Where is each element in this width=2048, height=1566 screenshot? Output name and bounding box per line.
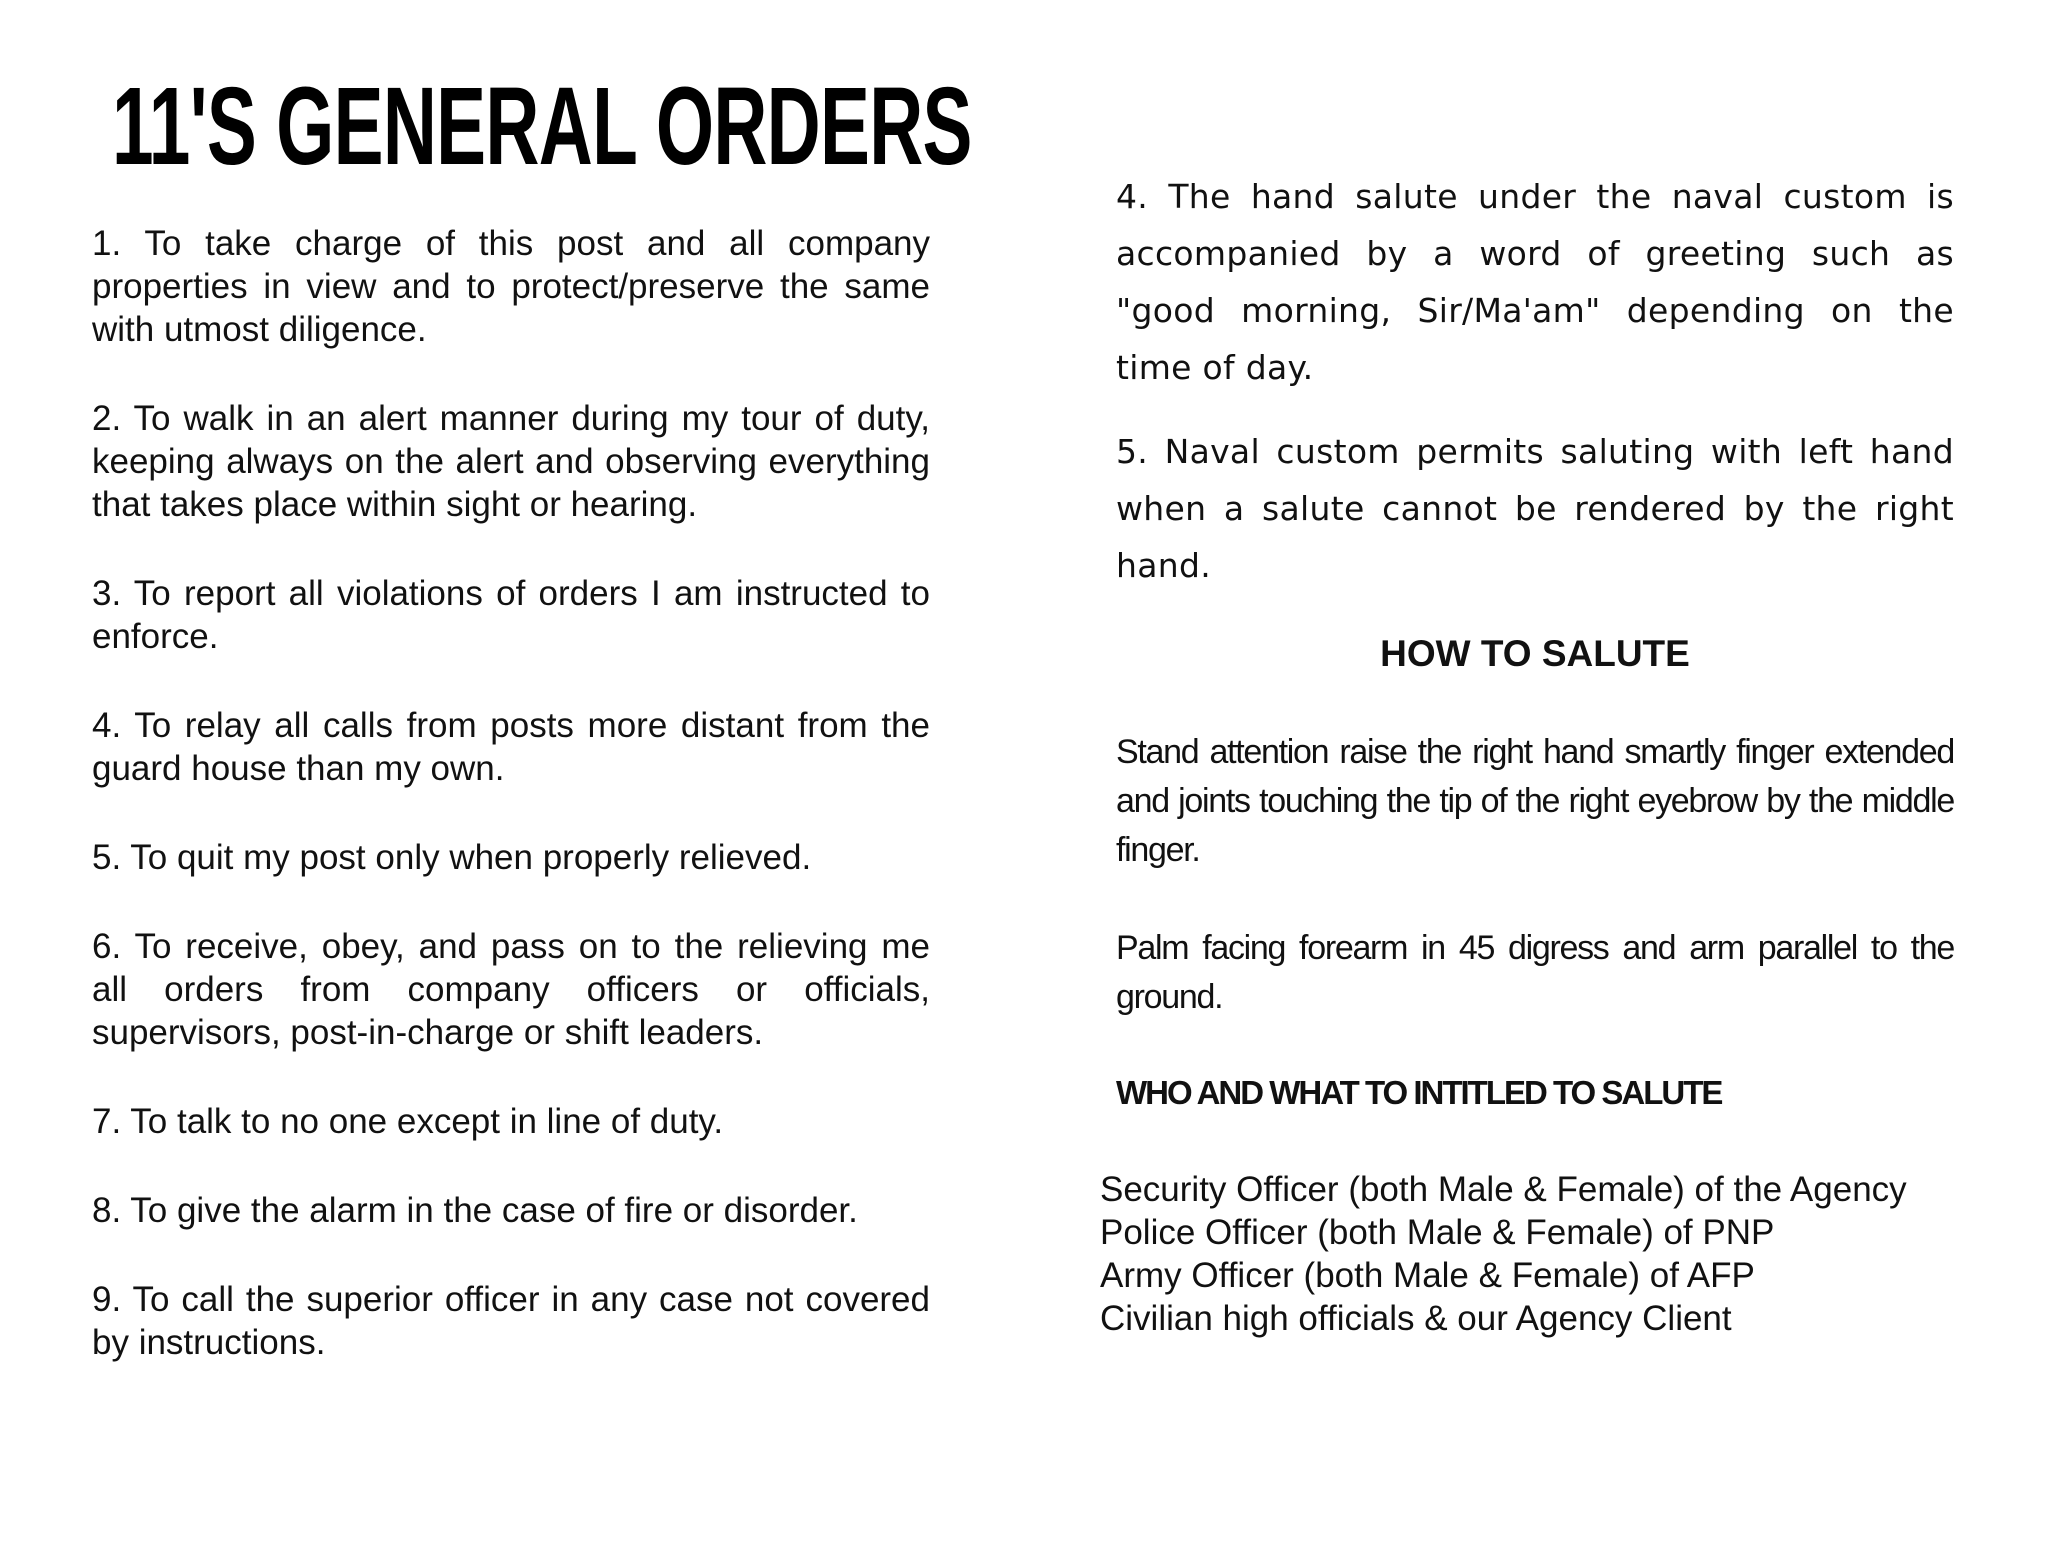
salute-step: Palm facing forearm in 45 digress and arm parallel to the ground. — [1116, 929, 1954, 1016]
general-order-item: 1. To take charge of this post and all company properties in view and to protect/preserve the same with utmost diligence. — [92, 224, 930, 349]
general-order-item: 6. To receive, obey, and pass on to the relieving me all orders from company officers or officials, supervisors, post-in-charge or shift leaders. — [92, 927, 930, 1052]
salute-section — [1116, 168, 1954, 1149]
entitled-item: Civilian high officials & our Agency Client — [1100, 1299, 1732, 1338]
general-order-item: 4. To relay all calls from posts more distant from the guard house than my own. — [92, 706, 930, 788]
entitled-list — [1100, 1168, 2000, 1340]
entitled-item: Police Officer (both Male & Female) of PNP — [1100, 1213, 1775, 1252]
general-order-item: 7. To talk to no one except in line of duty. — [92, 1102, 724, 1141]
general-order-item: 5. To quit my post only when properly relieved. — [92, 838, 812, 877]
general-order-item: 3. To report all violations of orders I am instructed to enforce. — [92, 574, 930, 656]
general-order-item: 8. To give the alarm in the case of fire or disorder. — [92, 1191, 858, 1230]
salute-step: Stand attention raise the right hand smartly finger extended and joints touching the tip of the right eyebrow by the middle finger. — [1116, 733, 1954, 869]
general-order-item: 9. To call the superior officer in any case not covered by instructions. — [92, 1280, 930, 1362]
entitled-to-salute-heading: WHO AND WHAT TO INTITLED TO SALUTE — [1116, 1074, 1722, 1111]
entitled-item: Security Officer (both Male & Female) of the Agency — [1100, 1170, 1907, 1209]
left-hand-salute-paragraph: 5. Naval custom permits saluting with left hand when a salute cannot be rendered by the right hand. — [1116, 432, 1954, 585]
general-orders-list — [92, 222, 930, 1410]
naval-salute-paragraph: 4. The hand salute under the naval custom is accompanied by a word of greeting such as "good morning, Sir/Ma'am" depending on the time of day. — [1116, 177, 1954, 387]
page-title: 11'S GENERAL ORDERS — [112, 65, 972, 188]
entitled-item: Army Officer (both Male & Female) of AFP — [1100, 1256, 1755, 1295]
how-to-salute-heading: HOW TO SALUTE — [1380, 633, 1690, 674]
general-order-item: 2. To walk in an alert manner during my tour of duty, keeping always on the alert and observing everything that takes place within sight or hearing. — [92, 399, 930, 524]
